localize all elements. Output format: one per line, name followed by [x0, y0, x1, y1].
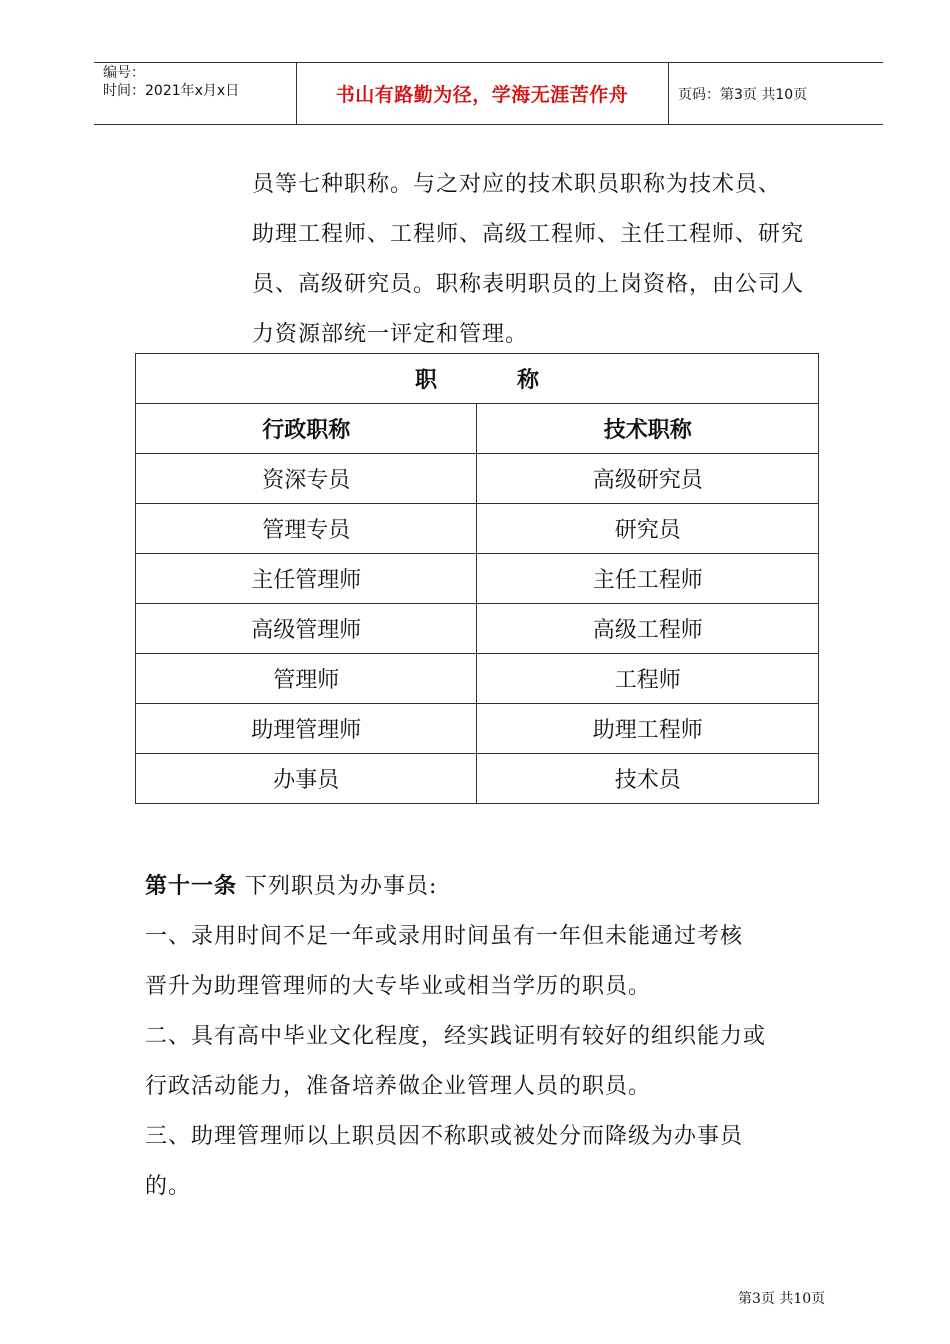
header-page-info: 页码：第3页 共10页: [678, 87, 808, 103]
table-row: [136, 704, 819, 754]
paragraph-line: 员、高级研究员。职称表明职员的上岗资格，由公司人: [252, 272, 805, 297]
admin-title-cell: 资深专员: [136, 454, 477, 504]
admin-title-cell: 主任管理师: [136, 554, 477, 604]
technical-title-cell: 主任工程师: [477, 554, 819, 604]
paragraph-line: 助理工程师、工程师、高级工程师、主任工程师、研究: [252, 222, 805, 247]
technical-title-cell: 助理工程师: [477, 704, 819, 754]
list-item-line: 一、录用时间不足一年或录用时间虽有一年但未能通过考核: [145, 924, 744, 949]
table-caption-row: [136, 354, 819, 404]
document-number-label: 编号：: [103, 65, 145, 81]
table-row: [136, 654, 819, 704]
list-item-line: 的。: [145, 1174, 192, 1199]
table-header-row: [136, 404, 819, 454]
paragraph-line: 力资源部统一评定和管理。: [252, 322, 529, 347]
header-bottom-rule: [94, 124, 883, 125]
list-item-line: 三、助理管理师以上职员因不称职或被处分而降级为办事员: [145, 1124, 744, 1149]
table-row: [136, 504, 819, 554]
table-caption: 职称: [136, 354, 819, 404]
header-divider-right: [668, 62, 669, 124]
table-row: [136, 604, 819, 654]
column-header-admin: 行政职称: [136, 404, 477, 454]
article-title: 第十一条: [145, 874, 238, 899]
table-row: [136, 454, 819, 504]
admin-title-cell: 助理管理师: [136, 704, 477, 754]
table-row: [136, 754, 819, 804]
article-lead: 下列职员为办事员:: [245, 874, 438, 899]
list-item: [145, 1012, 845, 1112]
header-motto: 书山有路勤为径，学海无涯苦作舟: [335, 84, 629, 106]
list-item: [145, 1112, 845, 1212]
document-date: 时间：2021年x月x日: [103, 83, 240, 99]
list-item-line: 晋升为助理管理师的大专毕业或相当学历的职员。: [145, 974, 652, 999]
admin-title-cell: 管理专员: [136, 504, 477, 554]
job-titles-table: [135, 353, 819, 804]
technical-title-cell: 工程师: [477, 654, 819, 704]
intro-paragraph: [252, 160, 842, 360]
header-top-rule: [94, 62, 883, 63]
header-meta: [103, 64, 239, 100]
admin-title-cell: 高级管理师: [136, 604, 477, 654]
paragraph-line: 员等七种职称。与之对应的技术职员职称为技术员、: [252, 172, 782, 197]
technical-title-cell: 技术员: [477, 754, 819, 804]
list-item-line: 二、具有高中毕业文化程度，经实践证明有较好的组织能力或: [145, 1024, 767, 1049]
technical-title-cell: 研究员: [477, 504, 819, 554]
article-heading: [145, 862, 845, 912]
article-eleven: [145, 862, 845, 1212]
admin-title-cell: 办事员: [136, 754, 477, 804]
list-item-line: 行政活动能力，准备培养做企业管理人员的职员。: [145, 1074, 652, 1099]
table-row: [136, 554, 819, 604]
admin-title-cell: 管理师: [136, 654, 477, 704]
page-footer: 第3页 共10页: [738, 1291, 826, 1307]
technical-title-cell: 高级研究员: [477, 454, 819, 504]
list-item: [145, 912, 845, 1012]
technical-title-cell: 高级工程师: [477, 604, 819, 654]
column-header-technical: 技术职称: [477, 404, 819, 454]
